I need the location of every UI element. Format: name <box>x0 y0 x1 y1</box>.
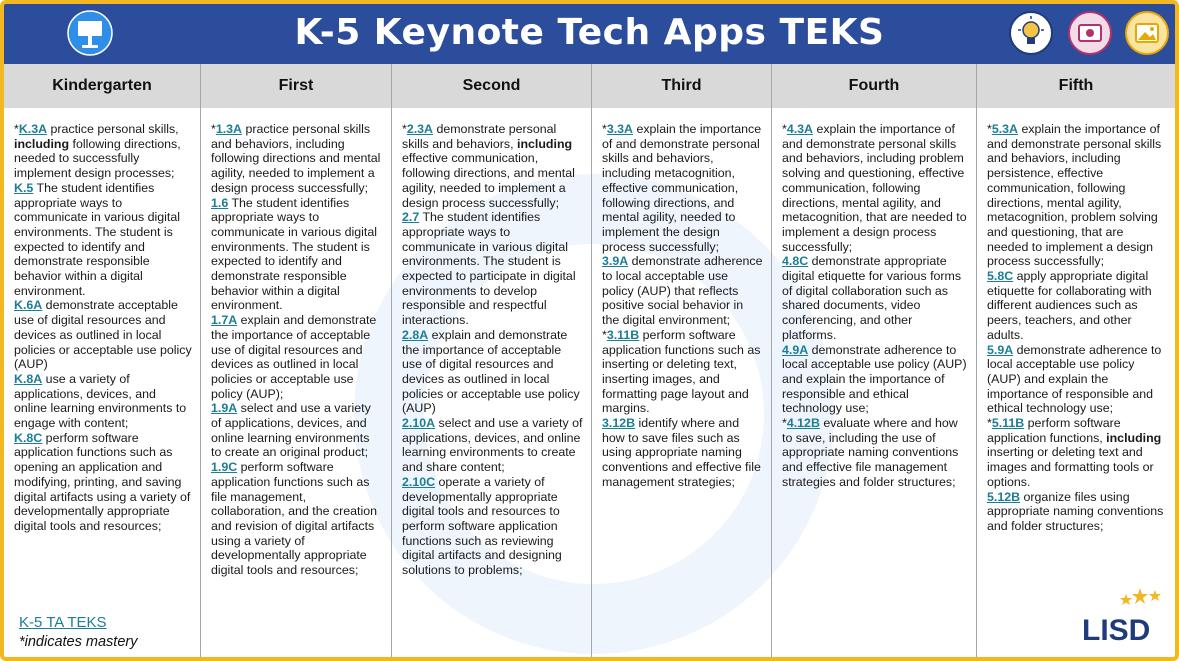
teks-emphasis: including <box>517 136 573 151</box>
teks-code-link[interactable]: 3.12B <box>602 416 636 431</box>
teks-code-link[interactable]: 3.3A <box>606 122 634 136</box>
teks-description: select and use a variety of applications, devices, and online learning environments to create and share content; <box>402 416 583 475</box>
photo-icon <box>1124 10 1170 56</box>
teks-code-link[interactable]: 1.7A <box>211 313 238 328</box>
header-bar <box>4 4 1175 64</box>
teks-description-continued: effective communication, following directions, and mental agility, needed to implement a design process successfully; <box>402 151 575 210</box>
page-title: K-5 Keynote Tech Apps TEKS <box>294 12 885 53</box>
teks-item <box>602 122 763 254</box>
teks-item <box>402 210 583 328</box>
column-fifth <box>977 108 1175 661</box>
teks-code-link[interactable]: 1.6 <box>211 195 229 210</box>
mastery-marker: * <box>782 416 787 431</box>
mastery-footnote: *indicates mastery <box>19 634 138 650</box>
teks-description: demonstrate acceptable use of digital resources and devices as outlined in local policies or acceptable use policy (AUP) <box>14 298 192 372</box>
teks-description: practice personal skills, <box>47 122 179 136</box>
teks-item <box>782 343 968 417</box>
teks-item <box>14 181 192 299</box>
teks-item <box>602 416 763 490</box>
column-header-fifth: Fifth <box>977 64 1175 108</box>
teks-code-link[interactable]: 5.11B <box>991 416 1025 431</box>
teks-item <box>14 298 192 372</box>
teks-link[interactable]: K-5 TA TEKS <box>19 614 107 631</box>
teks-description: demonstrate adherence to local acceptable use policy (AUP) and explain the importance of responsible and ethical technology use; <box>782 342 967 416</box>
mastery-marker: * <box>602 327 607 342</box>
teks-description: perform software application functions such as opening an application and modifying, printing, and saving digital artifacts using a variety of developmentally appropriate digital tools and resources; <box>14 430 191 533</box>
teks-code-link[interactable]: 5.8C <box>987 269 1014 284</box>
teks-description-continued: following directions, needed to successfully implement design processes; <box>14 136 181 181</box>
teks-description: use a variety of applications, devices, and online learning environments to engage with content; <box>14 371 187 431</box>
teks-description: perform software application functions such as inserting or deleting text, inserting images, and formatting page layout and margins. <box>602 327 761 416</box>
teks-description: The student identifies appropriate ways to communicate in various digital environments. The student is expected to participate in digital environments to develop responsible and respectful interactions. <box>402 210 576 328</box>
column-header-second: Second <box>392 64 592 108</box>
mastery-marker: * <box>211 122 216 136</box>
teks-description: demonstrate adherence to local acceptable use policy (AUP) and explain the importance of responsible and ethical technology use; <box>987 342 1162 416</box>
mastery-marker: * <box>782 122 787 136</box>
teks-item <box>987 343 1167 417</box>
teks-item <box>211 313 383 401</box>
column-first <box>201 108 392 661</box>
teks-code-link[interactable]: 5.3A <box>991 122 1019 136</box>
teks-code-link[interactable]: 4.8C <box>782 254 809 269</box>
teks-code-link[interactable]: 5.9A <box>987 342 1014 357</box>
column-kindergarten <box>4 108 201 661</box>
teks-code-link[interactable]: 1.9A <box>211 401 238 416</box>
teks-description: practice personal skills and behaviors, including following directions and mental agility, needed to implement a design process successfully; <box>211 122 381 195</box>
teks-code-link[interactable]: K.8A <box>14 371 43 386</box>
teks-description: apply appropriate digital etiquette for collaborating with different audiences such as peers, teachers, and other adults. <box>987 269 1152 342</box>
teks-code-link[interactable]: 2.7 <box>402 210 420 225</box>
teks-item <box>402 416 583 475</box>
teks-description: organize files using appropriate naming conventions and folder structures; <box>987 489 1164 533</box>
teks-code-link[interactable]: K.3A <box>18 122 48 136</box>
column-header-fourth: Fourth <box>772 64 977 108</box>
teks-item <box>402 122 583 210</box>
teks-code-link[interactable]: 1.3A <box>215 122 243 136</box>
teks-description: operate a variety of developmentally appropriate digital tools and resources to perform software application functions such as reviewing digital artifacts and designing solutions to problems; <box>402 474 562 578</box>
mastery-marker: * <box>602 122 607 136</box>
teks-code-link[interactable]: 2.10C <box>402 474 436 489</box>
teks-description: demonstrate appropriate digital etiquette for various forms of digital collaboration such as shared documents, video conferencing, and other platforms. <box>782 254 962 342</box>
teks-item <box>782 416 968 490</box>
teks-code-link[interactable]: 4.3A <box>786 122 814 136</box>
teks-code-link[interactable]: 1.9C <box>211 460 238 475</box>
teks-code-link[interactable]: 4.9A <box>782 342 809 357</box>
mastery-marker: * <box>402 122 407 136</box>
teks-description: identify where and how to save files such as using appropriate naming conventions and effective file management strategies; <box>602 416 761 489</box>
mastery-marker: * <box>14 122 19 136</box>
teks-code-link[interactable]: 5.12B <box>987 489 1021 504</box>
teks-description-continued: inserting or deleting text and images and formatting tools or options. <box>987 445 1154 489</box>
teks-item <box>782 122 968 254</box>
teks-code-link[interactable]: 2.3A <box>406 122 434 136</box>
teks-description: evaluate where and how to save, including the use of appropriate naming conventions and effective file management strategies and folder structures; <box>782 416 959 489</box>
teks-item <box>987 416 1167 490</box>
column-fourth <box>772 108 977 661</box>
teks-code-link[interactable]: K.6A <box>14 298 43 313</box>
lisd-logo-text: LISD <box>1082 614 1151 646</box>
teks-description: explain and demonstrate the importance of acceptable use of digital resources and devices as outlined in local policies or acceptable use policy (AUP) <box>402 327 580 416</box>
teks-item <box>211 122 383 196</box>
teks-code-link[interactable]: K.8C <box>14 430 43 445</box>
teks-item <box>987 122 1167 269</box>
lisd-logo <box>1080 584 1170 646</box>
teks-description: perform software application functions, <box>987 416 1121 445</box>
column-second <box>392 108 592 661</box>
teks-description: demonstrate personal skills and behaviors, <box>402 122 557 151</box>
mastery-marker: * <box>987 416 992 431</box>
teks-code-link[interactable]: 2.8A <box>402 327 429 342</box>
teks-item <box>211 196 383 314</box>
teks-code-link[interactable]: 2.10A <box>402 416 436 431</box>
teks-code-link[interactable]: K.5 <box>14 180 34 195</box>
lightbulb-icon <box>1008 10 1054 56</box>
teks-code-link[interactable]: 4.12B <box>786 416 820 431</box>
column-header-kindergarten: Kindergarten <box>4 64 201 108</box>
teks-item <box>14 431 192 534</box>
teks-description: explain the importance of and demonstrate personal skills and behaviors, including metacognition, effective communication, following directions, and mental agility, needed to implement the design process successfully; <box>602 122 762 254</box>
teks-item <box>211 401 383 460</box>
teks-item <box>402 475 583 578</box>
media-icon <box>1067 10 1113 56</box>
teks-item <box>402 328 583 416</box>
teks-description: select and use a variety of applications, devices, and online learning environments to create an original product; <box>211 401 371 460</box>
teks-description: demonstrate adherence to local acceptable use policy (AUP) that reflects positive social behavior in the digital environment; <box>602 254 763 328</box>
teks-description: explain the importance of and demonstrate personal skills and behaviors, including persistence, effective communication, following directions, mental agility, metacognition, problem solving and questioning, that are needed to implement a design process successfully; <box>987 122 1162 269</box>
mastery-marker: * <box>987 122 992 136</box>
teks-code-link[interactable]: 3.9A <box>602 254 629 269</box>
column-header-third: Third <box>592 64 772 108</box>
teks-description: The student identifies appropriate ways to communicate in various digital environments. The student is expected to identify and demonstrate responsible behavior within a digital environment. <box>14 180 180 298</box>
teks-description: The student identifies appropriate ways to communicate in various digital environments. The student is expected to identify and demonstrate responsible behavior within a digital environment. <box>211 195 377 313</box>
column-header-first: First <box>201 64 392 108</box>
column-third <box>592 108 772 661</box>
teks-item <box>211 460 383 578</box>
teks-description: explain and demonstrate the importance of acceptable use of digital resources and devices as outlined in local policies or acceptable use policy (AUP); <box>211 313 377 401</box>
teks-item <box>987 490 1167 534</box>
teks-code-link[interactable]: 3.11B <box>606 327 640 342</box>
teks-item <box>602 254 763 328</box>
teks-item <box>782 254 968 342</box>
teks-item <box>602 328 763 416</box>
teks-item <box>987 269 1167 343</box>
teks-item <box>14 122 192 181</box>
teks-description: explain the importance of and demonstrate personal skills and behaviors, including problem solving and questioning, effective communication, following directions, mental agility, and metacognition, that are needed to implement a design process successfully; <box>782 122 967 254</box>
teks-item <box>14 372 192 431</box>
teks-emphasis: including <box>1106 430 1162 445</box>
teks-emphasis: including <box>14 136 70 151</box>
teks-description: perform software application functions such as file management, collaboration, and the creation and revision of digital artifacts using a variety of developmentally appropriate digital tools and resources; <box>211 460 378 578</box>
